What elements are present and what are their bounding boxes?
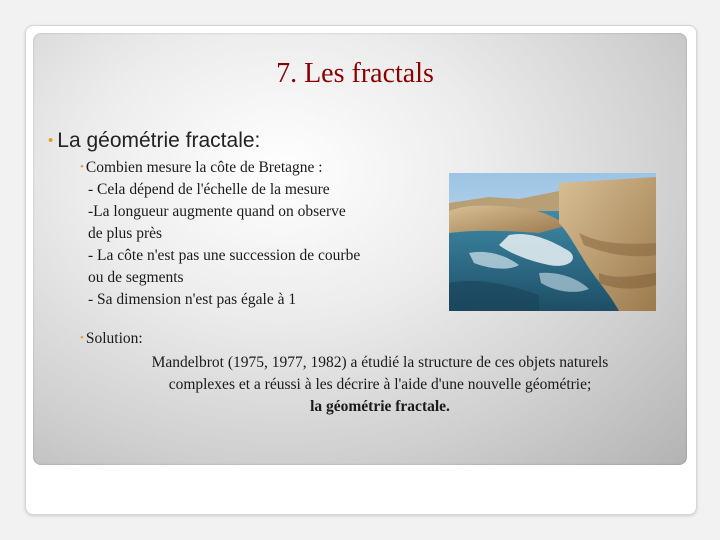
solution-label: Solution:: [85, 330, 143, 347]
sub-line: - Cela dépend de l'échelle de la mesure: [88, 181, 330, 198]
sub-bullet-block: [80, 156, 430, 311]
sub-line: - La côte n'est pas une succession de courbe: [88, 247, 361, 264]
coastline-photo: [449, 173, 656, 311]
sub-heading: [80, 156, 430, 179]
solution-line: Mandelbrot (1975, 1977, 1982) a étudié la structure de ces objets naturels: [151, 354, 609, 371]
solution-line: la géométrie fractale.: [310, 398, 450, 415]
sub-line: ou de segments: [88, 269, 184, 286]
solution-text: [80, 352, 680, 418]
sub-heading-text: Combien mesure la côte de Bretagne :: [85, 159, 323, 176]
sub-line: - Sa dimension n'est pas égale à 1: [88, 291, 297, 308]
sub-line: -La longueur augmente quand on observe: [88, 203, 346, 220]
solution-line: complexes et a réussi à les décrire à l'aide d'une nouvelle géométrie;: [168, 376, 592, 393]
solution-heading: [80, 330, 143, 348]
bullet-icon: •: [48, 132, 54, 149]
bullet-icon: •: [80, 161, 84, 173]
sub-line: de plus près: [88, 225, 163, 242]
main-bullet-text: La géométrie fractale:: [57, 129, 261, 152]
slide-title: 7. Les fractals: [276, 58, 434, 89]
coastline-image: [449, 173, 656, 311]
bullet-icon: •: [80, 332, 84, 344]
main-bullet: [48, 129, 260, 153]
